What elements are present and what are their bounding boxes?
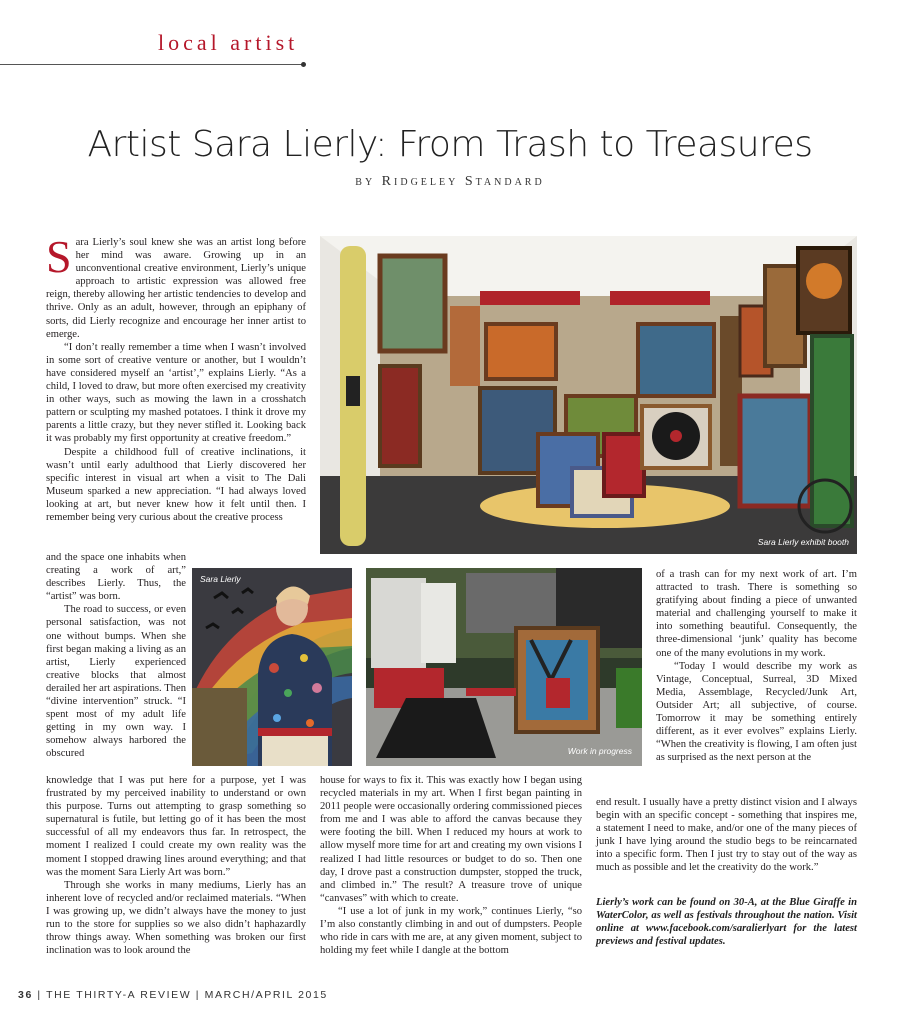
paragraph: “I use a lot of junk in my work,” continues Lierly, “so I’m also constantly climbing in and out of dumpsters. People who ride in cars with me are, at any given moment, subject to holding my feet while I dangle at the bottom (320, 905, 582, 957)
paragraph: “Today I would describe my work as Vintage, Conceptual, Surreal, 3D Mixed Media, Assemblage, Recycled/Junk Art, Outsider Art; all subjective, of course. Tomorrow it may be something entirely different, as it ever evolves” explains Lierly. “When the creativity is flowing, I am often just as surprised as the next person at the (656, 660, 857, 764)
exhibit-booth-image (320, 236, 857, 554)
section-label: local artist (158, 30, 299, 55)
column-3-bottom (596, 796, 857, 875)
publication-name: THE THIRTY-A REVIEW (46, 989, 192, 1001)
caption-wip: Work in progress (567, 746, 632, 756)
paragraph: knowledge that I was put here for a purpose, yet I was frustrated by my perceived inability to understand or own this purpose. Turns out attempting to grasp something so supernatural is futile, but letting go of it has been the most successful of all my endeavors thus far. In retrospect, the moment I realized I could create my own reality was the moment I stopped drawing lines around everything; and that was the moment Sara Lierly Art was born.” (46, 775, 306, 878)
paragraph: Despite a childhood full of creative inclinations, it wasn’t until early adulthood that Lierly discovered her specific interest in visual art when a visit to The Dali Museum sparked a new appreciation. “I had always loved looking at art, but never knew how it felt until then. I remember being very curious about the creative process (46, 446, 306, 523)
footer-separator: | (37, 989, 42, 1001)
section-rule (0, 64, 302, 65)
drop-cap: S (46, 231, 72, 282)
section-rule-dot (301, 62, 306, 67)
footer-separator: | (195, 989, 201, 1001)
paragraph: ara Lierly’s soul knew she was an artist long before her mind was aware. Growing up in an unconventional creative environment, Lierly’s unique approach to artistic expression was allowed free reign, thereby allowing her artistic tendencies to develop and thrive. Only as an adult, however, through an epiphany of sorts, did Lierly recognize and encourage her inner artist to emerge. (46, 237, 306, 340)
paragraph: “I don’t really remember a time when I wasn’t involved in some sort of creative venture or another, but I wouldn’t have considered myself an ‘artist’,” explains Lierly. “As a child, I loved to draw, but more often exercised my creativity in other ways, such as mowing the lawn in a crosshatch pattern or sculpting my mashed potatoes. I think it drove my parents a little crazy, but they never stifled it. Looking back it was probably my first opportunity at creative freedom.” (46, 341, 306, 445)
work-in-progress-photo (366, 568, 642, 766)
paragraph: of a trash can for my next work of art. I’m attracted to trash. There is something so gratifying about finding a piece of unwanted material and challenging yourself to make it into something beautiful. Consequently, the three-dimensional ‘junk’ quality has become one of the many evolutions in my work. (656, 569, 857, 659)
work-in-progress-image (366, 568, 642, 766)
paragraph: end result. I usually have a pretty distinct vision and I always begin with an specific concept - something that inspires me, a statement I need to make, and/or one of the many pieces of junk I have lying around the studio begs to be reincarnated into a specific form. Then I just try to stay out of the way as much as possible and let the creativity do the work.” (596, 797, 857, 874)
column-2 (320, 774, 582, 957)
page-footer (18, 989, 328, 1001)
artist-portrait-photo (192, 568, 352, 766)
paragraph: The road to success, or even personal satisfaction, was not one without bumps. When she first began making a living as an artist, Lierly experienced creative blocks that almost derailed her art aspirations. Then “divine intervention” struck. “I spent most of my adult life getting in my own way. I somehow always harbored the obscured (46, 604, 186, 760)
page-number: 36 (18, 989, 33, 1001)
issue-date: MARCH/APRIL 2015 (204, 989, 328, 1001)
column-1-bottom (46, 774, 306, 957)
column-3-narrow (656, 568, 857, 764)
exhibit-booth-photo (320, 236, 857, 554)
column-1-narrow (46, 551, 186, 761)
byline: by Ridgeley Standard (355, 174, 545, 189)
caption-portrait: Sara Lierly (200, 574, 241, 584)
artist-portrait-image (192, 568, 352, 766)
closing-note: Lierly’s work can be found on 30-A, at the Blue Giraffe in WaterColor, as well as festivals throughout the nation. Visit online at www.facebook.com/saralierlyart for the latest previews and festival updates. (596, 897, 857, 947)
column-1-top (46, 231, 306, 524)
paragraph: and the space one inhabits when creating a work of art,” describes Lierly. Thus, the “artist” was born. (46, 552, 186, 603)
headline: Artist Sara Lierly: From Trash to Treasures (87, 124, 813, 165)
paragraph: Through she works in many mediums, Lierly has an inherent love of recycled and/or reclaimed materials. “When I was growing up, we didn’t always have the money to just run to the store for supplies so we also didn’t haphazardly throw things away. When something was broken our first inclination was to look around the (46, 879, 306, 957)
paragraph: house for ways to fix it. This was exactly how I began using recycled materials in my art. When I first began painting in 2011 people were occasionally ordering commissioned pieces from me and I was able to afford the canvas because they were footing the bill. When I reduced my hours at work to allow myself more time for art and creating my own visions I realized I had little resources or budget to do so. Then one day, I drove past a construction dumpster, stopped the truck, and climbed in.” The result? A treasure trove of unique “canvases” with which to create. (320, 775, 583, 904)
caption-booth: Sara Lierly exhibit booth (757, 537, 849, 547)
